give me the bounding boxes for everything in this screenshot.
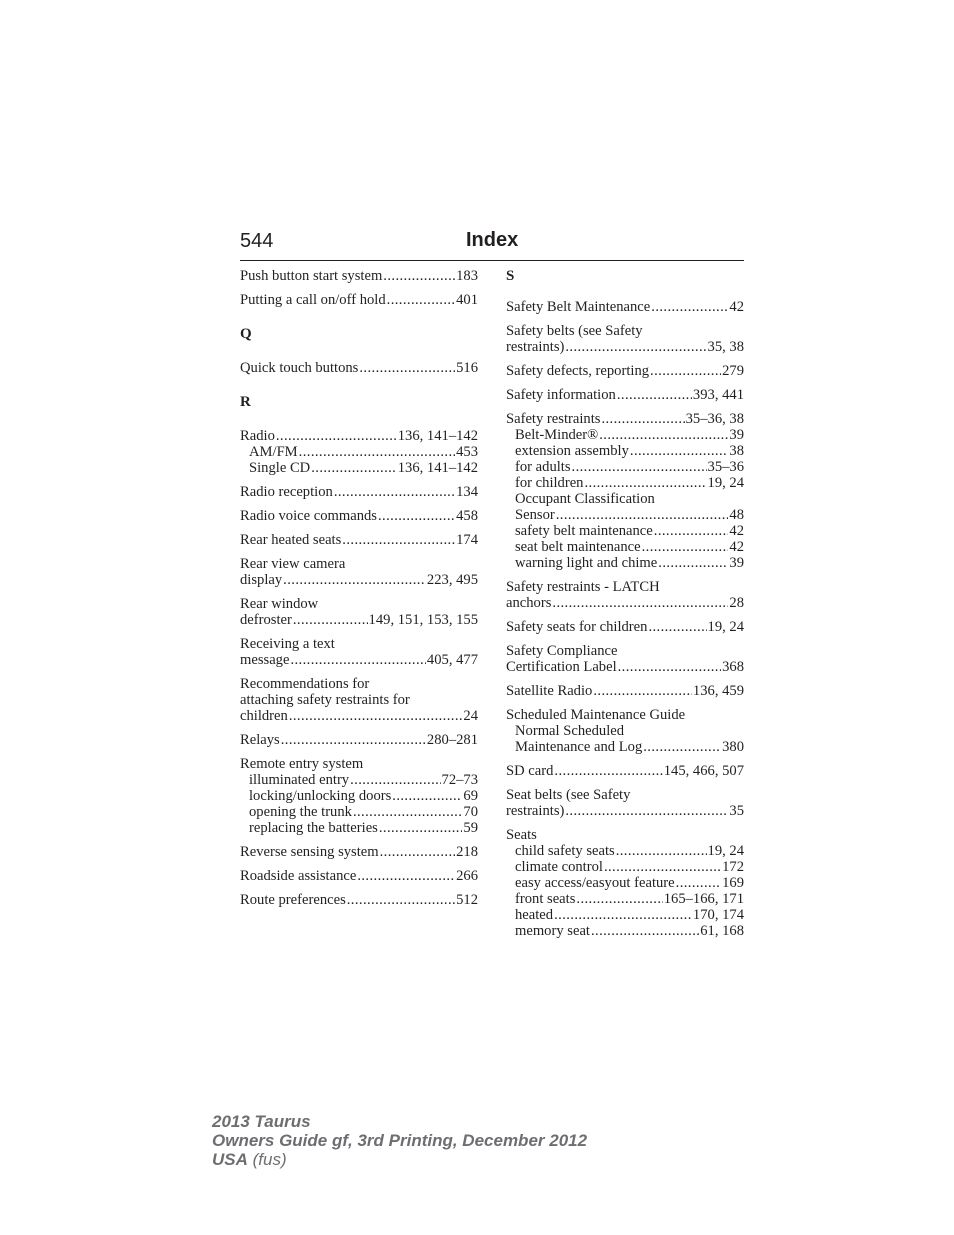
dot-leader	[604, 859, 721, 875]
entry-text: for adults	[515, 459, 571, 475]
dot-leader	[380, 844, 455, 860]
entry-text: Occupant Classification	[515, 491, 655, 507]
index-subentry	[506, 723, 744, 739]
index-entry	[506, 827, 744, 939]
dot-leader	[289, 708, 463, 724]
page-ref: 405, 477	[426, 652, 478, 668]
page-ref: 19, 24	[707, 475, 744, 491]
index-line	[240, 360, 478, 376]
page-ref: 145, 466, 507	[663, 763, 744, 779]
index-entry	[506, 323, 744, 355]
entry-text: anchors	[506, 595, 552, 611]
page-ref: 39	[729, 427, 744, 443]
entry-text: Radio	[240, 428, 275, 444]
entry-text: defroster	[240, 612, 292, 628]
page-ref: 458	[456, 508, 478, 524]
page-ref: 516	[456, 360, 478, 376]
index-subentry	[506, 427, 744, 443]
dot-leader	[599, 427, 728, 443]
dot-leader	[654, 523, 729, 539]
index-line	[240, 708, 478, 724]
page-ref: 165–166, 171	[663, 891, 744, 907]
index-subentry	[506, 555, 744, 571]
entry-text: replacing the batteries	[249, 820, 378, 836]
page-ref: 512	[456, 892, 478, 908]
index-entry	[506, 619, 744, 635]
index-line	[506, 763, 744, 779]
index-line	[240, 636, 478, 652]
index-entry	[506, 787, 744, 819]
page-ref: 42	[729, 539, 744, 555]
dot-leader	[556, 507, 729, 523]
index-subentry	[506, 859, 744, 875]
page-ref: 136, 141–142	[397, 428, 478, 444]
index-subentry	[240, 460, 478, 476]
entry-text: easy access/easyout feature	[515, 875, 675, 891]
index-line	[240, 292, 478, 308]
index-line	[240, 892, 478, 908]
index-line	[506, 595, 744, 611]
dot-leader	[565, 339, 706, 355]
entry-text: locking/unlocking doors	[249, 788, 392, 804]
page-ref: 69	[463, 788, 478, 804]
entry-text: Radio reception	[240, 484, 333, 500]
entry-text: Reverse sensing system	[240, 844, 379, 860]
index-subentry	[506, 739, 744, 755]
dot-leader	[311, 460, 397, 476]
dot-leader	[565, 803, 728, 819]
dot-leader	[630, 443, 729, 459]
dot-leader	[618, 659, 721, 675]
entry-text: SD card	[506, 763, 554, 779]
index-line	[240, 756, 478, 772]
index-line	[240, 556, 478, 572]
page-ref: 24	[463, 708, 478, 724]
index-line	[240, 596, 478, 612]
index-entry	[506, 363, 744, 379]
index-entry	[506, 643, 744, 675]
page-ref: 218	[456, 844, 478, 860]
index-line	[506, 659, 744, 675]
dot-leader	[648, 619, 706, 635]
entry-text: Single CD	[249, 460, 311, 476]
dot-leader	[552, 595, 728, 611]
page-number: 544	[240, 230, 274, 252]
index-line	[240, 572, 478, 588]
index-line	[506, 643, 744, 659]
index-entry	[240, 732, 478, 748]
index-subentry	[506, 907, 744, 923]
index-line	[240, 508, 478, 524]
index-entry	[240, 360, 478, 376]
dot-leader	[359, 360, 455, 376]
entry-text: Safety defects, reporting	[506, 363, 650, 379]
index-entry	[506, 763, 744, 779]
dot-leader	[334, 484, 455, 500]
entry-text: Certification Label	[506, 659, 617, 675]
page-ref: 279	[722, 363, 744, 379]
dot-leader	[383, 268, 455, 284]
dot-leader	[554, 907, 692, 923]
page-ref: 401	[456, 292, 478, 308]
section-letter-q: Q	[240, 326, 252, 342]
index-subentry	[506, 539, 744, 555]
entry-text: Safety seats for children	[506, 619, 648, 635]
index-line	[506, 579, 744, 595]
page-ref: 172	[722, 859, 744, 875]
entry-text: Radio voice commands	[240, 508, 377, 524]
page-ref: 35–36, 38	[685, 411, 744, 427]
dot-leader	[357, 868, 455, 884]
entry-text: Recommendations for	[240, 676, 370, 692]
page-title: Index	[466, 229, 519, 251]
entry-text: Receiving a text	[240, 636, 335, 652]
page-header	[240, 228, 744, 261]
entry-text: illuminated entry	[249, 772, 350, 788]
index-subentry	[240, 788, 478, 804]
index-entry	[506, 411, 744, 571]
index-entry	[240, 484, 478, 500]
entry-text: Seats	[506, 827, 537, 843]
index-column-left	[240, 268, 478, 916]
entry-text: Normal Scheduled	[515, 723, 625, 739]
page-footer	[212, 1112, 587, 1169]
index-line	[506, 339, 744, 355]
dot-leader	[651, 299, 728, 315]
page-ref: 136, 141–142	[397, 460, 478, 476]
page-ref: 134	[456, 484, 478, 500]
index-entry	[240, 428, 478, 476]
index-entry	[240, 556, 478, 588]
page-ref: 42	[729, 523, 744, 539]
index-entry	[240, 892, 478, 908]
index-entry	[240, 596, 478, 628]
dot-leader	[554, 763, 662, 779]
entry-text: Safety Compliance	[506, 643, 618, 659]
index-line	[240, 484, 478, 500]
entry-text: Rear heated seats	[240, 532, 342, 548]
index-subentry	[240, 444, 478, 460]
page-ref: 223, 495	[426, 572, 478, 588]
entry-text: heated	[515, 907, 554, 923]
index-subentry	[506, 459, 744, 475]
dot-leader	[593, 683, 692, 699]
dot-leader	[392, 788, 462, 804]
entry-text: Rear window	[240, 596, 319, 612]
index-line	[240, 868, 478, 884]
page-ref: 38	[729, 443, 744, 459]
dot-leader	[584, 475, 706, 491]
index-entry	[240, 636, 478, 668]
dot-leader	[643, 739, 721, 755]
entry-text: extension assembly	[515, 443, 629, 459]
entry-text: restraints)	[506, 339, 565, 355]
page-ref: 39	[729, 555, 744, 571]
index-entry	[240, 676, 478, 724]
section-letter-s: S	[506, 268, 515, 284]
index-entry	[240, 268, 478, 284]
index-subentry	[506, 507, 744, 523]
index-entry	[506, 683, 744, 699]
dot-leader	[617, 387, 692, 403]
entry-text: restraints)	[506, 803, 565, 819]
entry-text: front seats	[515, 891, 576, 907]
page-ref: 35–36	[707, 459, 744, 475]
dot-leader	[650, 363, 721, 379]
index-subentry	[506, 523, 744, 539]
page-ref: 174	[456, 532, 478, 548]
index-line	[240, 844, 478, 860]
page-ref: 170, 174	[692, 907, 744, 923]
dot-leader	[591, 923, 699, 939]
index-line	[506, 803, 744, 819]
entry-text: AM/FM	[249, 444, 298, 460]
index-line	[506, 619, 744, 635]
index-subentry	[506, 923, 744, 939]
page-ref: 35, 38	[707, 339, 744, 355]
index-subentry	[240, 804, 478, 820]
entry-text: display	[240, 572, 283, 588]
index-entry	[240, 508, 478, 524]
index-subentry	[506, 491, 744, 507]
dot-leader	[379, 820, 463, 836]
entry-text: Maintenance and Log	[515, 739, 643, 755]
index-line	[506, 323, 744, 339]
dot-leader	[293, 612, 368, 628]
dot-leader	[616, 843, 707, 859]
dot-leader	[290, 652, 425, 668]
entry-text: Satellite Radio	[506, 683, 593, 699]
entry-text: safety belt maintenance	[515, 523, 653, 539]
index-entry	[506, 387, 744, 403]
entry-text: Relays	[240, 732, 280, 748]
index-line	[506, 387, 744, 403]
dot-leader	[601, 411, 684, 427]
index-line	[240, 428, 478, 444]
entry-text: Roadside assistance	[240, 868, 357, 884]
section-letter-r: R	[240, 394, 251, 410]
index-line	[240, 532, 478, 548]
index-line	[240, 268, 478, 284]
dot-leader	[378, 508, 455, 524]
index-entry	[240, 292, 478, 308]
footer-region	[212, 1150, 587, 1169]
dot-leader	[281, 732, 426, 748]
footer-region-code: (fus)	[247, 1150, 287, 1169]
index-line	[240, 692, 478, 708]
dot-leader	[276, 428, 397, 444]
entry-text: memory seat	[515, 923, 590, 939]
entry-text: climate control	[515, 859, 603, 875]
dot-leader	[676, 875, 721, 891]
index-subentry	[240, 772, 478, 788]
entry-text: Safety information	[506, 387, 616, 403]
entry-text: Seat belts (see Safety	[506, 787, 631, 803]
index-line	[240, 676, 478, 692]
dot-leader	[658, 555, 728, 571]
index-entry	[506, 707, 744, 755]
index-entry	[240, 532, 478, 548]
index-line	[506, 683, 744, 699]
index-subentry	[506, 475, 744, 491]
index-subentry	[506, 843, 744, 859]
dot-leader	[347, 892, 455, 908]
page-ref: 48	[729, 507, 744, 523]
index-entry	[240, 844, 478, 860]
entry-text: warning light and chime	[515, 555, 658, 571]
entry-text: Putting a call on/off hold	[240, 292, 386, 308]
entry-text: Safety Belt Maintenance	[506, 299, 651, 315]
entry-text: seat belt maintenance	[515, 539, 641, 555]
page-ref: 72–73	[441, 772, 478, 788]
dot-leader	[387, 292, 455, 308]
entry-text: message	[240, 652, 290, 668]
entry-text: Remote entry system	[240, 756, 364, 772]
page-ref: 380	[722, 739, 744, 755]
index-column-right	[506, 268, 744, 947]
index-line	[506, 707, 744, 723]
page-ref: 35	[729, 803, 744, 819]
page-ref: 368	[722, 659, 744, 675]
index-entry	[506, 579, 744, 611]
footer-country: USA	[212, 1150, 248, 1169]
entry-text: Sensor	[515, 507, 555, 523]
entries-q	[240, 360, 478, 376]
dot-leader	[283, 572, 426, 588]
page-ref: 61, 168	[700, 923, 744, 939]
index-entry	[240, 756, 478, 836]
dot-leader	[350, 772, 440, 788]
entry-text: Push button start system	[240, 268, 383, 284]
entry-text: Route preferences	[240, 892, 346, 908]
index-subentry	[506, 443, 744, 459]
index-line	[506, 787, 744, 803]
dot-leader	[299, 444, 455, 460]
index-subentry	[506, 875, 744, 891]
index-subentry	[240, 820, 478, 836]
entries-s	[506, 299, 744, 939]
entry-text: attaching safety restraints for	[240, 692, 410, 708]
entry-text: for children	[515, 475, 584, 491]
entry-text: Safety restraints - LATCH	[506, 579, 660, 595]
dot-leader	[572, 459, 707, 475]
entries-r	[240, 428, 478, 908]
footer-guide: Owners Guide gf, 3rd Printing, December 2012	[212, 1131, 588, 1150]
index-entry	[240, 868, 478, 884]
index-line	[506, 363, 744, 379]
page-ref: 266	[456, 868, 478, 884]
index-line	[506, 411, 744, 427]
entry-text: Quick touch buttons	[240, 360, 359, 376]
entry-text: children	[240, 708, 288, 724]
page-ref: 393, 441	[692, 387, 744, 403]
page-ref: 149, 151, 153, 155	[368, 612, 478, 628]
page-ref: 280–281	[426, 732, 478, 748]
page-ref: 28	[729, 595, 744, 611]
page-ref: 19, 24	[707, 843, 744, 859]
index-entry	[506, 299, 744, 315]
index-line	[240, 732, 478, 748]
page-ref: 19, 24	[707, 619, 744, 635]
footer-model: 2013 Taurus	[212, 1112, 311, 1131]
entries-pre	[240, 268, 478, 308]
entry-text: Safety belts (see Safety	[506, 323, 643, 339]
page-ref: 136, 459	[692, 683, 744, 699]
page-ref: 453	[456, 444, 478, 460]
dot-leader	[342, 532, 455, 548]
entry-text: Safety restraints	[506, 411, 601, 427]
entry-text: Belt-Minder®	[515, 427, 599, 443]
index-line	[506, 827, 744, 843]
dot-leader	[576, 891, 662, 907]
index-subentry	[506, 891, 744, 907]
dot-leader	[353, 804, 462, 820]
index-line	[506, 299, 744, 315]
page-ref: 169	[722, 875, 744, 891]
page-ref: 70	[463, 804, 478, 820]
entry-text: Scheduled Maintenance Guide	[506, 707, 686, 723]
entry-text: opening the trunk	[249, 804, 352, 820]
entry-text: Rear view camera	[240, 556, 346, 572]
page-ref: 183	[456, 268, 478, 284]
page-ref: 59	[463, 820, 478, 836]
page-ref: 42	[729, 299, 744, 315]
index-line	[240, 652, 478, 668]
dot-leader	[642, 539, 729, 555]
index-line	[240, 612, 478, 628]
entry-text: child safety seats	[515, 843, 615, 859]
